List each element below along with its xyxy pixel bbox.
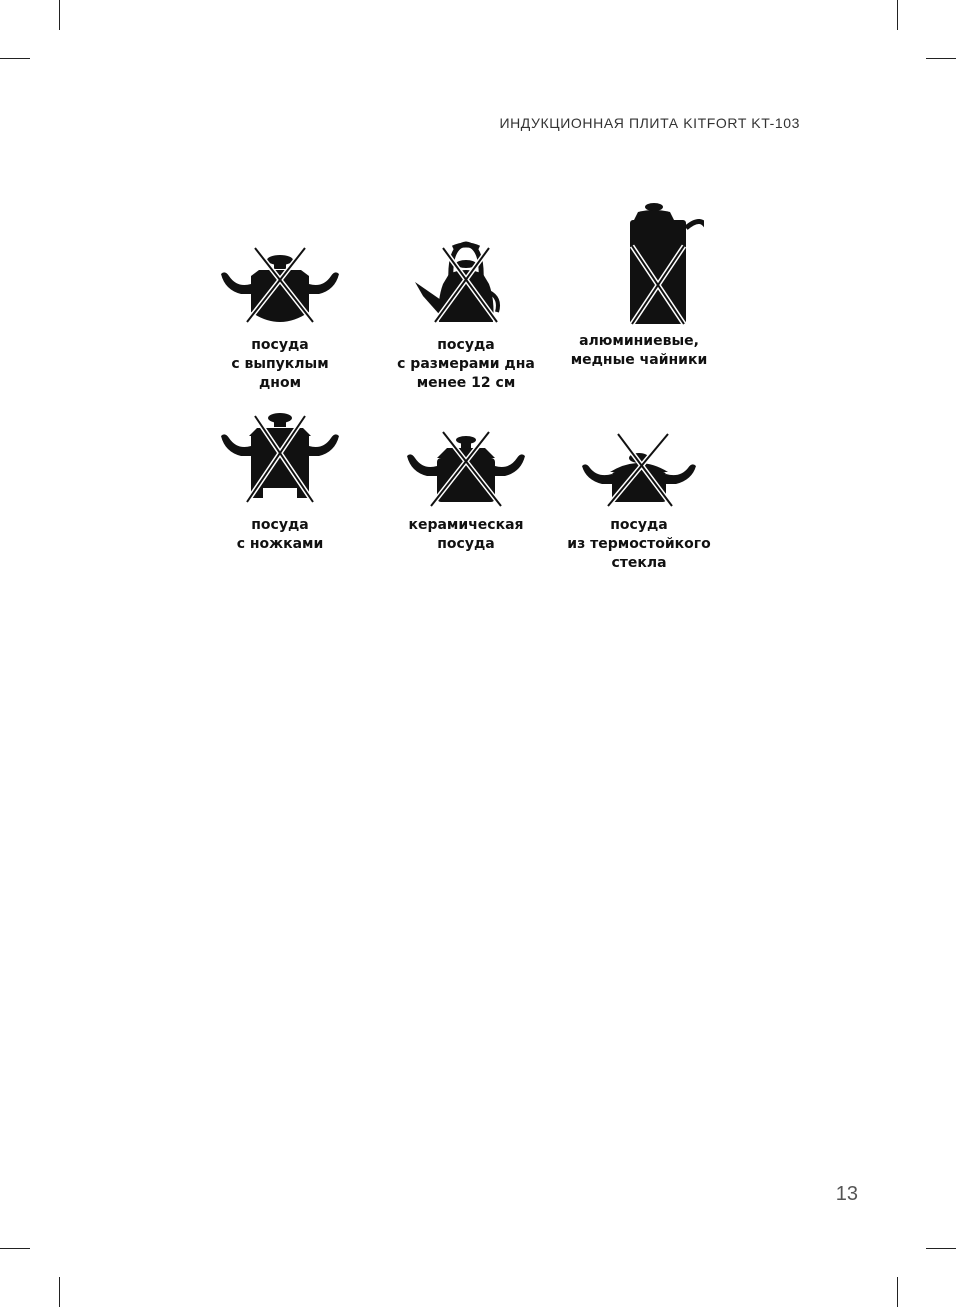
- page-header-title: ИНДУКЦИОННАЯ ПЛИТА KITFORT KT-103: [499, 115, 800, 131]
- crop-mark: [59, 1277, 60, 1307]
- cookware-item-convex: [195, 240, 365, 393]
- cookware-item-small-bottom: [381, 240, 551, 393]
- item-caption: алюминиевые, медные чайники: [570, 333, 708, 368]
- crossed-glass-pot-icon: [574, 428, 704, 510]
- item-caption: посуда с размерами дна менее 12 см: [397, 337, 535, 391]
- cookware-item-glass: [554, 428, 724, 573]
- page-number: 13: [835, 1183, 858, 1205]
- cookware-item-ceramic: [381, 428, 551, 554]
- cookware-item-legs: [195, 410, 365, 554]
- item-caption: посуда из термостойкого стекла: [567, 517, 711, 571]
- item-caption: посуда с ножками: [236, 517, 324, 552]
- crossed-small-kettle-icon: [401, 240, 531, 330]
- crop-mark: [59, 0, 60, 30]
- crop-mark: [926, 1248, 956, 1249]
- crop-mark: [897, 0, 898, 30]
- crossed-ceramic-pot-icon: [401, 428, 531, 510]
- crop-mark: [897, 1277, 898, 1307]
- item-caption: керамическая посуда: [408, 517, 524, 552]
- crossed-pot-convex-bottom-icon: [215, 240, 345, 330]
- crossed-pot-with-legs-icon: [215, 410, 345, 510]
- crossed-aluminium-kettle-icon: [574, 200, 704, 330]
- cookware-item-aluminium: [554, 200, 724, 370]
- item-caption: посуда с выпуклым дном: [231, 337, 329, 391]
- crop-mark: [926, 58, 956, 59]
- crop-mark: [0, 1248, 30, 1249]
- crop-mark: [0, 58, 30, 59]
